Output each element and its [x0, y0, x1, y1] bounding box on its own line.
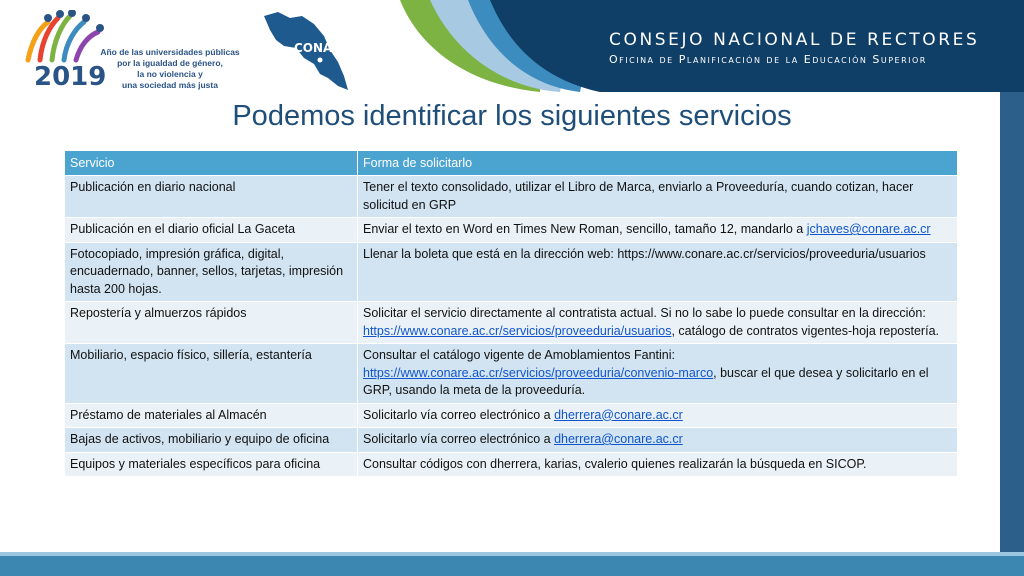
request-text: Llenar la boleta que está en la dirección web: https://www.conare.ac.cr/servicios/proveeduria/usuarios: [363, 246, 926, 261]
service-cell: Equipos y materiales específicos para oficina: [65, 452, 358, 477]
table-row: [65, 302, 958, 344]
service-cell: Publicación en diario nacional: [65, 176, 358, 218]
request-cell: [358, 452, 958, 477]
request-link[interactable]: https://www.conare.ac.cr/servicios/proveeduria/usuarios: [363, 323, 672, 338]
request-text: Consultar códigos con dherrera, karias, cvalerio quienes realizarán la búsqueda en SICOP.: [363, 456, 867, 471]
table-row: [65, 242, 958, 302]
request-text: , catálogo de contratos vigentes-hoja repostería.: [671, 323, 939, 338]
service-cell: Bajas de activos, mobiliario y equipo de oficina: [65, 428, 358, 453]
request-cell: [358, 428, 958, 453]
anniversary-year: 2019: [34, 62, 107, 92]
table-row: [65, 218, 958, 243]
org-office: Oficina de Planificación de la Educación Superior: [609, 53, 927, 66]
right-accent-bar: [1000, 92, 1024, 552]
table-row: [65, 344, 958, 404]
table-row: [65, 452, 958, 477]
request-link[interactable]: https://www.conare.ac.cr/servicios/proveeduria/convenio-marco: [363, 365, 714, 380]
request-text: Consultar el catálogo vigente de Amoblamientos Fantini:: [363, 348, 675, 362]
request-text: Solicitar el servicio directamente al contratista actual. Si no lo sabe lo puede consultar en la dirección:: [363, 306, 926, 320]
org-name: CONSEJO NACIONAL DE RECTORES: [609, 30, 980, 50]
request-text: , buscar el que desea y solicitarlo en el GRP, usando la meta de la proveeduría.: [363, 365, 929, 397]
request-link[interactable]: dherrera@conare.ac.cr: [554, 407, 683, 422]
services-table: [64, 150, 958, 477]
request-cell: [358, 403, 958, 428]
request-cell: [358, 344, 958, 404]
request-text: Enviar el texto en Word en Times New Roman, sencillo, tamaño 12, mandarlo a: [363, 222, 807, 236]
request-text: Solicitarlo vía correo electrónico a: [363, 407, 555, 422]
request-cell: [358, 242, 958, 302]
service-cell: Publicación en el diario oficial La Gaceta: [65, 218, 358, 243]
request-cell: [358, 176, 958, 218]
table-row: [65, 176, 958, 218]
conare-logo-text: CONARE: [294, 41, 350, 55]
request-link[interactable]: dherrera@conare.ac.cr: [554, 432, 683, 446]
table-row: [65, 403, 958, 428]
slide-title: Podemos identificar los siguientes servicios: [232, 100, 792, 132]
service-cell: Fotocopiado, impresión gráfica, digital, encuadernado, banner, sellos, tarjetas, impresión hasta 200 hojas.: [65, 242, 358, 302]
request-cell: [358, 218, 958, 243]
table-header-row: [65, 151, 958, 176]
header-servicio: Servicio: [65, 151, 358, 176]
request-link[interactable]: jchaves@conare.ac.cr: [806, 222, 931, 236]
request-text: Solicitarlo vía correo electrónico a: [363, 432, 555, 446]
header-forma-solicitarlo: Forma de solicitarlo: [358, 151, 958, 176]
service-cell: Mobiliario, espacio físico, sillería, estantería: [65, 344, 358, 404]
service-cell: Repostería y almuerzos rápidos: [65, 302, 358, 344]
table-row: [65, 428, 958, 453]
anniversary-tagline: Año de las universidades públicas por la igualdad de género, la no violencia y una sociedad más justa: [100, 47, 240, 90]
service-cell: Préstamo de materiales al Almacén: [65, 403, 358, 428]
request-cell: [358, 302, 958, 344]
footer-bar: [0, 556, 1024, 576]
request-text: Tener el texto consolidado, utilizar el Libro de Marca, enviarlo a Proveeduría, cuando cotizan, hacer solicitud en GRP: [363, 180, 914, 212]
